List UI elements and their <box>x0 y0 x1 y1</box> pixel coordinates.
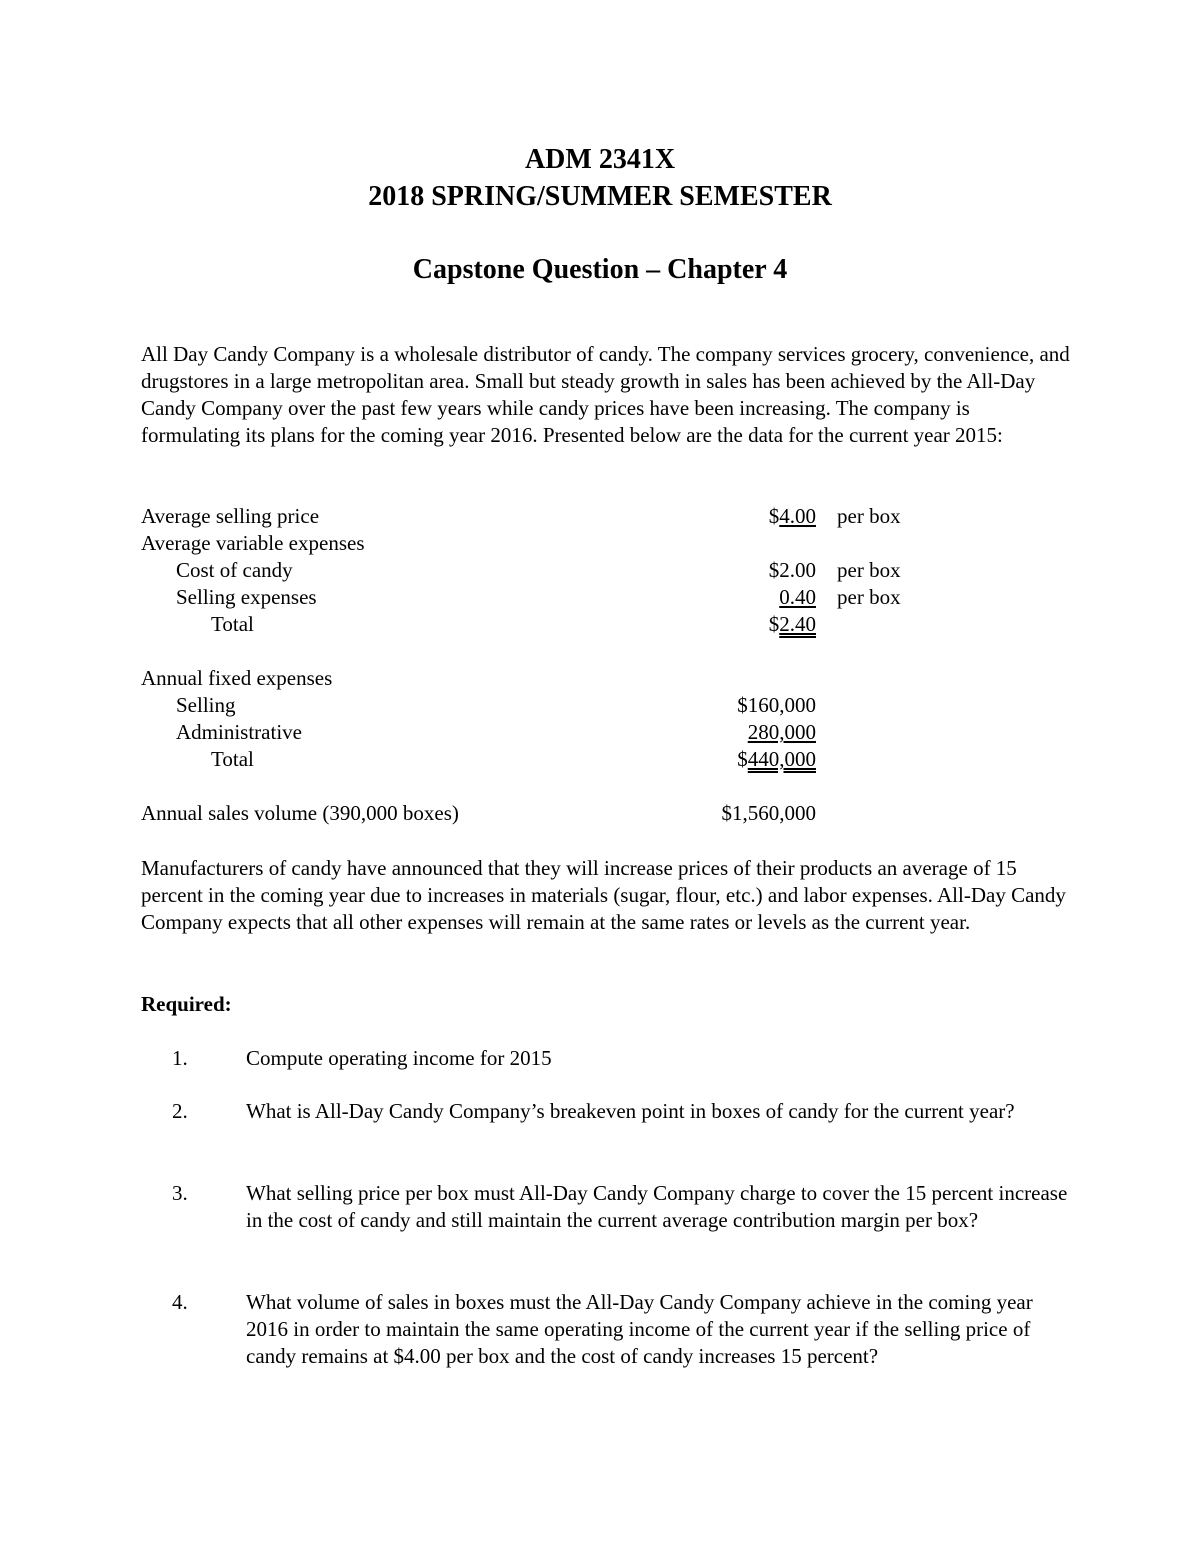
fixed-selling-value: $160,000 <box>737 693 816 717</box>
fixed-admin-label: Administrative <box>176 720 302 744</box>
question-number: 3. <box>172 1181 188 1205</box>
manufacturers-paragraph: Manufacturers of candy have announced that they will increase prices of their products an average of 15 percent in the coming year due to increases in materials (sugar, flour, etc.) and labor expenses. All-Day Candy Company expects that all other expenses will remain at the same rates or levels as the current year. <box>141 856 1066 934</box>
cost-of-candy-unit: per box <box>837 558 901 582</box>
avg-selling-price-label: Average selling price <box>141 504 320 528</box>
required-heading: Required: <box>141 992 232 1016</box>
question-text: What is All-Day Candy Company’s breakeven point in boxes of candy for the current year? <box>246 1099 1015 1123</box>
semester-title: 2018 SPRING/SUMMER SEMESTER <box>368 181 832 212</box>
question-number: 2. <box>172 1099 188 1123</box>
currency-prefix: $ <box>737 747 748 771</box>
amount: 2.40 <box>779 612 816 636</box>
fixed-total-label: Total <box>211 747 254 771</box>
annual-sales-label: Annual sales volume (390,000 boxes) <box>141 801 459 825</box>
var-total-value <box>769 611 816 638</box>
question-text: What volume of sales in boxes must the All-Day Candy Company achieve in the coming year 2016 in order to maintain the same operating income of the current year if the selling price of candy remains at $4.00 per box and the cost of candy increases 15 percent? <box>246 1290 1033 1368</box>
annual-sales-value: $1,560,000 <box>721 801 816 825</box>
currency-prefix: $ <box>768 504 780 528</box>
fixed-total-value <box>737 746 816 773</box>
fixed-selling-label: Selling <box>176 693 236 717</box>
fixed-admin-value: 280,000 <box>747 720 816 744</box>
avg-selling-price-value <box>769 503 816 530</box>
avg-var-expenses-label: Average variable expenses <box>141 531 365 555</box>
selling-expenses-unit: per box <box>837 585 901 609</box>
question-number: 4. <box>172 1290 188 1314</box>
capstone-subtitle: Capstone Question – Chapter 4 <box>412 254 788 285</box>
selling-expenses-value: 0.40 <box>779 585 816 609</box>
annual-fixed-label: Annual fixed expenses <box>141 666 333 690</box>
question-number: 1. <box>172 1046 188 1070</box>
amount: 4.00 <box>779 504 816 528</box>
question-text: Compute operating income for 2015 <box>246 1046 552 1070</box>
currency-prefix: $ <box>768 612 780 636</box>
course-title: ADM 2341X <box>524 144 676 175</box>
amount: 440,000 <box>747 747 816 771</box>
question-text: What selling price per box must All-Day Candy Company charge to cover the 15 percent increase in the cost of candy and still maintain the current average contribution margin per box? <box>246 1181 1068 1232</box>
selling-expenses-label: Selling expenses <box>176 585 317 609</box>
cost-of-candy-value: $2.00 <box>768 558 816 582</box>
cost-of-candy-label: Cost of candy <box>176 558 293 582</box>
intro-paragraph: All Day Candy Company is a wholesale distributor of candy. The company services grocery, convenience, and drugstores in a large metropolitan area. Small but steady growth in sales has been achieved by the All-Day Candy Company over the past few years while candy prices have been increasing. The company is formulating its plans for the coming year 2016. Presented below are the data for the current year 2015: <box>141 342 1070 447</box>
var-total-label: Total <box>211 612 254 636</box>
avg-selling-price-unit: per box <box>837 504 901 528</box>
